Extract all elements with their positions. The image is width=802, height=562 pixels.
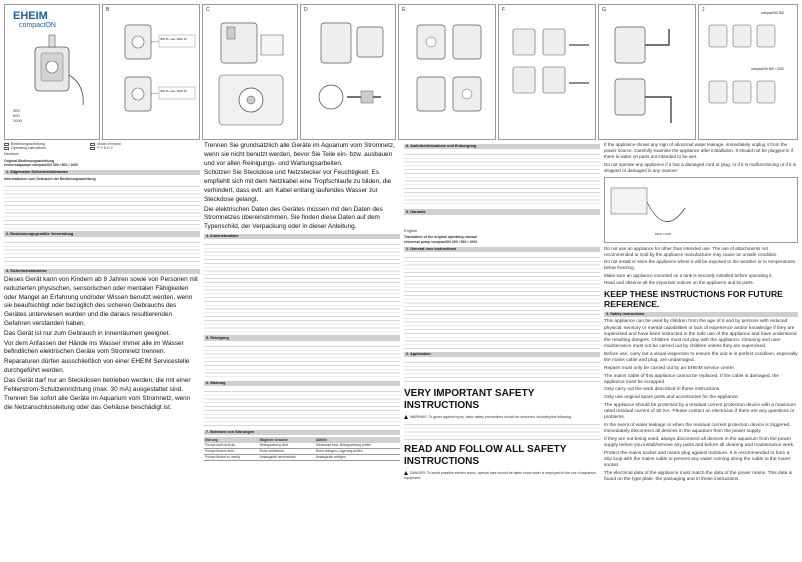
- section-heading: 9. Garantie: [404, 209, 600, 214]
- safety-headline: READ AND FOLLOW ALL SAFETY INSTRUCTIONS: [404, 444, 567, 468]
- table-row: Pumpe fördert zu wenig Ansaugsieb verschmutzt Ansaugsieb reinigen: [204, 454, 400, 460]
- brand-logo: EHEIM compactON: [13, 10, 56, 29]
- figure-panel-b: B 300 l/h max 4000 l/h 300 l/h max 1000 l/h: [102, 4, 200, 140]
- safety-text: If the appliance shows any sign of abnormal water leakage, immediately unplug it from the power source. Carefully examine the appliance after installation. It should not be plugged in if there is water on parts not intended to be wet. Do not operate any appliance if it has a damaged cord or plug, or if it is malfunctioning or if it is dropped or damaged in any manner.: [604, 142, 797, 173]
- section-heading: 4. Inbetriebnahme: [204, 234, 400, 239]
- model-list: 300 600 1000: [13, 108, 22, 123]
- section-heading: 2. Bestimmungsgemäße Verwendung: [4, 231, 200, 236]
- language-heading: English: [404, 227, 418, 233]
- figure-annotation: compactON 600 / 1000: [751, 67, 784, 71]
- figure-panel-d: D: [300, 4, 396, 140]
- table-row: Pumpe läuft nicht an Netzspannung fehlt Steckdose bzw. Netzspannung prüfen: [204, 443, 400, 448]
- spare-parts-illustration: [699, 5, 799, 141]
- safety-text: This appliance can be used by children from the age of 8 and by persons with reduced physical, sensory or mental capabilities or lack of experience and/or knowledge if they are supervised and have been instructed in the safe use of the appliance and have understood the resulting dangers. Children must not play with the appliance. Cleaning and user maintenance must not be carried out by children unless they are supervised. Before use, carry out a visual inspection to ensure the unit is in perfect condition, especially the mains cable and plug, are undamaged. Repairs must only be carried out by an EHEIM service centre. The mains cable of this appliance cannot be replaced. If the cable is damaged, the appliance must be scrapped. Only carry out the work described in these instructions. Only use original spare parts and accessories for the appliance. The appliance should be protected by a residual current protection device with a maximum rated residual current of 30 mA. Please contact an electrician if there are any questions or problems. In the event of water leakage or when the residual current protection device is triggered, immediately disconnect all devices in the aquarium from the power supply. If they are not being used, always disconnect all devices in the aquarium from the power supply before you install/remove any parts and before all cleaning and maintenance work. Protect the mains socket and mains plug against moisture. It is recommended to form a drip loop with the mains cable to prevent any water running along the cable to the mains socket. The electrical data of the appliance must match the data of the power mains. This data is found on the type plate, the packaging and in these instructions.: [604, 319, 798, 483]
- table-row: Pumpe fördert nicht Rotor verklemmt Rotor reinigen, Lagerung prüfen: [204, 448, 400, 454]
- column-german-1: [4, 150, 200, 558]
- figure-strip: [4, 4, 798, 140]
- drip-loop-label: DRIP LOOP: [655, 231, 672, 236]
- danger-text: DANGER: To avoid possible electric shock, special care should be taken since water is employed in the use of aquarium equipment.: [404, 471, 597, 480]
- section-heading: 1. Allgemeine Sicherheitshinweise: [4, 170, 200, 175]
- language-heading: Deutsch: [4, 151, 19, 156]
- symbol-legend: Bedienungsanleitung Mode d'emploi Operating instructions Р У Б Е У: [4, 142, 198, 150]
- warning-text: WARNING: To guard against injury, basic safety precautions should be observed, including the following.: [404, 415, 600, 420]
- paragraph-placeholder: [204, 343, 400, 379]
- safety-text: Do not use an appliance for other than intended use. The use of attachments not recommended or sold by the appliance manufacturer may cause an unsafe condition. Do not install or store the appliance where it will be exposed to the weather or to temperatures below freezing. Make sure an appliance mounted on a tank is securely installed before operating it. Read and observe all the important notices on the appliance and its parts.: [604, 245, 796, 285]
- hose-illustration: [599, 5, 697, 141]
- product-name: compactON: [19, 22, 56, 29]
- section-heading: 8. Außerbetriebnahme und Entsorgung: [404, 144, 600, 149]
- section-heading: 7. Beheben von Störungen: [204, 430, 400, 435]
- figure-annotation: 300 l/h max 4000 l/h: [160, 37, 188, 41]
- keep-instructions-headline: KEEP THESE INSTRUCTIONS FOR FUTURE REFERENCE.: [604, 289, 783, 309]
- drip-loop-illustration: [605, 178, 797, 242]
- section-heading: 3. Safety instructions: [604, 312, 798, 317]
- troubleshooting-table: Störung Mögliche Ursache Abhilfe Pumpe läuft nicht an Netzspannung fehlt Steckdose bzw. Netzspannung prüfen Pumpe fördert nicht Rotor verklemmt Rotor reinigen, Lagerung prüfen Pumpe fördert zu wenig Ansaugsieb verschmutzt Ansaugsieb reinigen: [204, 437, 400, 460]
- pump-with-accessories-illustration: [103, 5, 201, 141]
- warning-icon: [404, 415, 408, 419]
- paragraph-placeholder: [404, 217, 600, 227]
- paragraph-placeholder: [204, 241, 400, 333]
- paragraph-placeholder: [404, 421, 600, 441]
- figure-panel-c: C: [202, 4, 298, 140]
- section-heading: 3. Sicherheitshinweise: [4, 269, 200, 274]
- paragraph-placeholder: [404, 151, 600, 207]
- figure-annotation: 300 l/h max 1000 l/h: [160, 89, 188, 93]
- safety-headline: VERY IMPORTANT SAFETY INSTRUCTIONS: [404, 388, 535, 412]
- paragraph-placeholder: [404, 359, 600, 385]
- exploded-pump-illustration: [203, 5, 299, 141]
- section-heading: 1. General user instructions: [404, 247, 600, 252]
- document-title: Original-Bedienungsanleitung Universalpumpe compactON 300 / 600 / 1000: [4, 158, 79, 168]
- warning-icon: [404, 471, 408, 475]
- safety-text: Dieses Gerät kann von Kindern ab 8 Jahren sowie von Personen mit reduzierten physischen, sensorischen oder mentalen Fähigkeiten oder Mangel an Erfahrung und/oder Wissen benutzt werden, wenn sie beaufsichtigt oder bezüglich des sicheren Gebrauchs des Gerätes unterwiesen wurden und die daraus resultierenden Gefahren verstanden haben. Das Gerät ist nur zum Gebrauch in Innenräumen geeignet. Vor dem Anfassen der Hände ins Wasser immer alle im Wasser befindlichen elektrischen Geräte vom Stromnetz trennen. Reparaturen dürfen ausschließlich von einer EHEIM Servicestelle durchgeführt werden. Das Gerät darf nur an Steckdosen betrieben werden, die mit einer Fehlerstrom-Schutzeinrichtung (max. 30 mA) ausgestattet sind. Trennen Sie sofort alle Geräte im Aquarium vom Stromnetz, wenn die Netzanschlussleitung oder das Gehäuse beschädigt ist.: [4, 276, 198, 412]
- paragraph-placeholder: [204, 388, 400, 428]
- figure-panel-e: E: [398, 4, 496, 140]
- drip-loop-figure: [604, 177, 798, 243]
- section-heading: 5. Reinigung: [204, 335, 400, 340]
- column-english-2: [604, 142, 798, 550]
- column-english-1: [404, 142, 600, 550]
- section-heading: 2. Application: [404, 352, 600, 357]
- figure-annotation: compactON 300: [761, 11, 785, 15]
- impeller-illustration: [301, 5, 397, 141]
- figure-panel-cover: [4, 4, 100, 140]
- document-title: Translation of the original operating manual Universal pump compactON 300 / 600 / 1000: [404, 235, 478, 244]
- paragraph-placeholder: [4, 239, 200, 267]
- paragraph-placeholder: [4, 183, 200, 229]
- figure-panel-g: G: [598, 4, 696, 140]
- parts-illustration: [499, 5, 597, 141]
- paragraph: Informationen zum Gebrauch der Bedienungsanleitung: [4, 177, 96, 182]
- column-german-2: [204, 142, 400, 550]
- section-heading: 6. Wartung: [204, 381, 400, 386]
- safety-text: Trennen Sie grundsätzlich alle Geräte im Aquarium vom Stromnetz, wenn sie nicht benutzt werden, bevor Sie Teile ein- bzw. ausbauen und vor allen Reinigungs- und Wartungsarbeiten. Schützen Sie Steckdose und Netzstecker vor Feuchtigkeit. Es empfiehlt sich mit dem Netzkabel eine Tropfschlaufe zu bilden, die verhindert, dass evtl. am Kabel entlang laufendes Wasser zur Steckdose gelangt. Die elektrischen Daten des Gerätes müssen mit den Daten des Stromnetzes übereinstimmen. Sie finden diese Daten auf dem Typenschild, der Verpackung oder in dieser Anleitung.: [204, 142, 395, 231]
- figure-panel-f: F: [498, 4, 596, 140]
- paragraph-placeholder: [404, 254, 600, 350]
- installation-illustration: [399, 5, 497, 141]
- figure-panel-j: J compactON 300 compactON 600 / 1000: [698, 4, 798, 140]
